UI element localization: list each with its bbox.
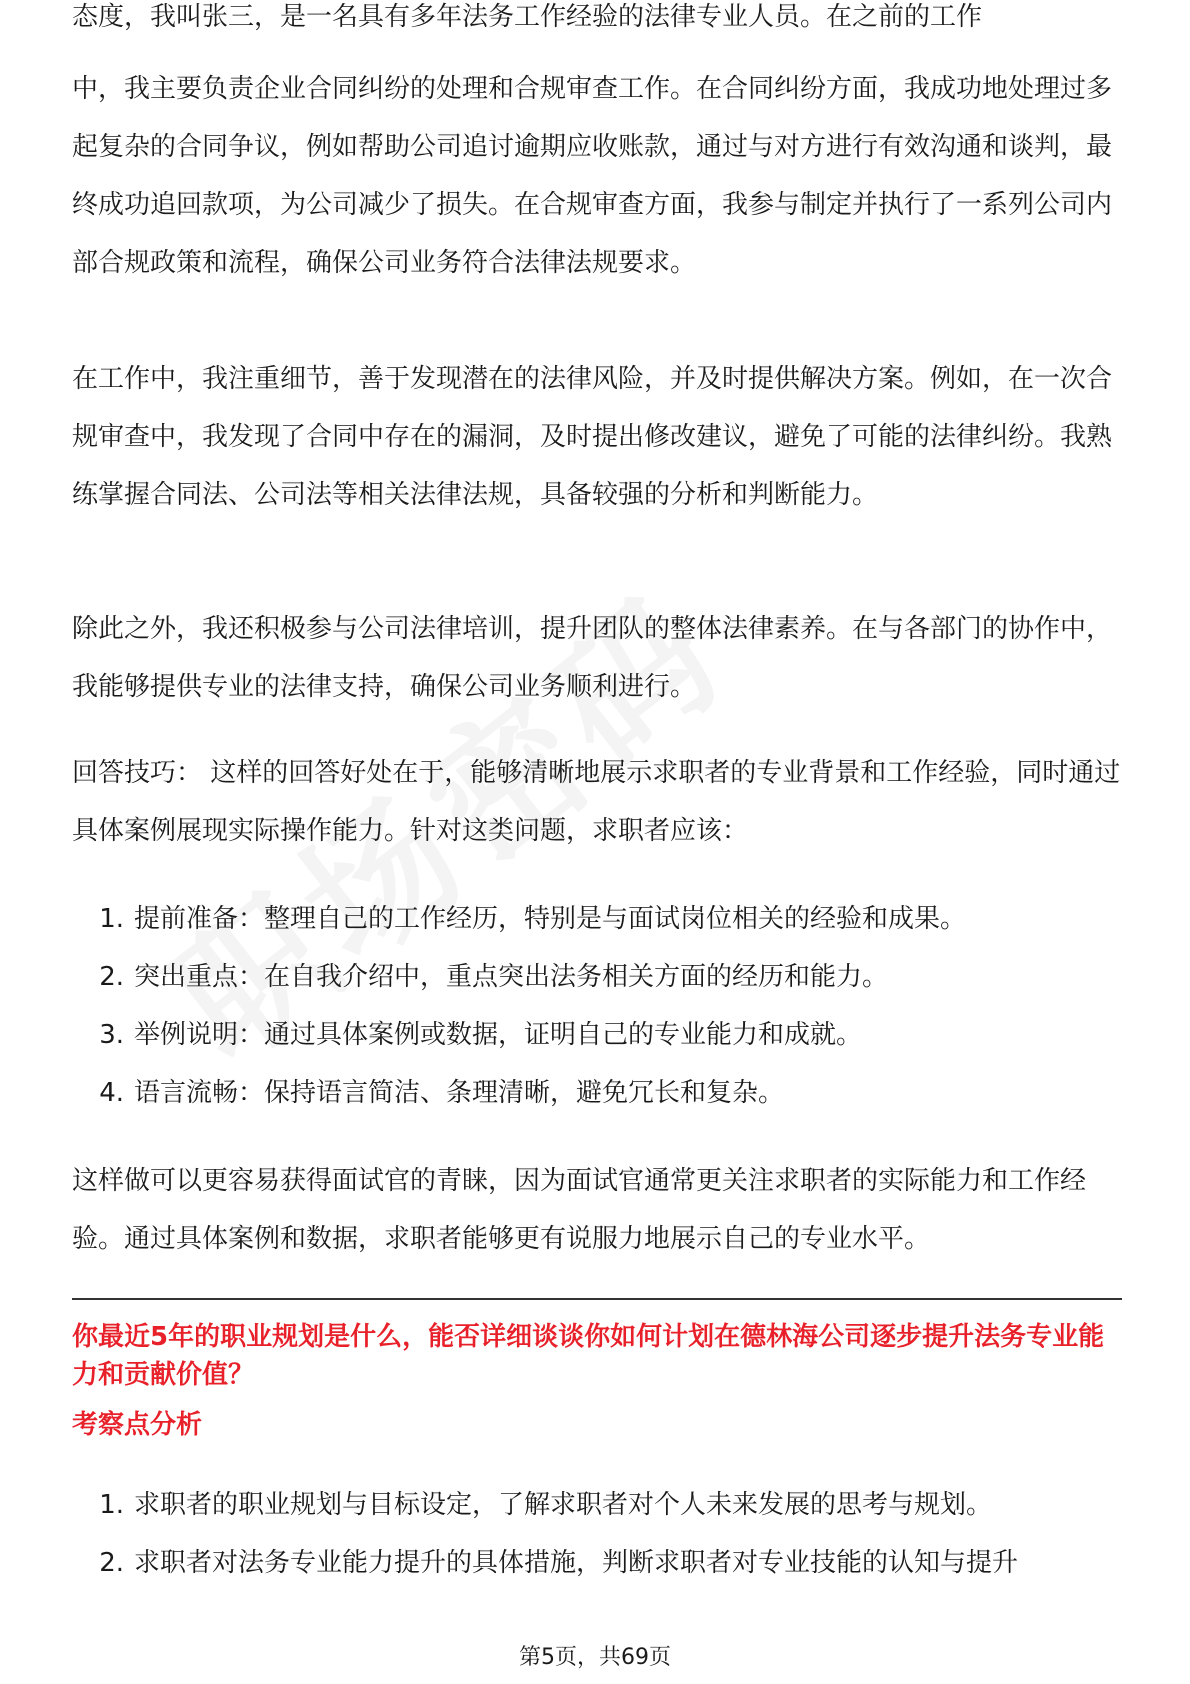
conclusion-paragraph: 这样做可以更容易获得面试官的青睐，因为面试官通常更关注求职者的实际能力和工作经验。通过具体案例和数据，求职者能够更有说服力地展示自己的专业水平。	[72, 1166, 1087, 1254]
paragraph-training: 除此之外，我还积极参与公司法律培训，提升团队的整体法律素养。在与各部门的协作中，我能够提供专业的法律支持，确保公司业务顺利进行。	[72, 614, 1113, 702]
question-heading: 你最近5年的职业规划是什么，能否详细谈谈你如何计划在德林海公司逐步提升法务专业能力和贡献价值？	[72, 1322, 1105, 1390]
analysis-heading: 考察点分析	[72, 1410, 203, 1440]
list-item: 2. 求职者对法务专业能力提升的具体措施，判断求职者对专业技能的认知与提升	[99, 1548, 1019, 1578]
partial-top-line: 态度，我叫张三，是一名具有多年法务工作经验的法律专业人员。在之前的工作	[72, 2, 983, 32]
list-item: 1. 求职者的职业规划与目标设定，了解求职者对个人未来发展的思考与规划。	[99, 1490, 993, 1520]
list-item: 3. 举例说明：通过具体案例或数据，证明自己的专业能力和成就。	[99, 1020, 863, 1050]
list-item: 2. 突出重点：在自我介绍中，重点突出法务相关方面的经历和能力。	[99, 962, 889, 992]
paragraph-experience: 中，我主要负责企业合同纠纷的处理和合规审查工作。在合同纠纷方面，我成功地处理过多起复杂的合同争议，例如帮助公司追讨逾期应收账款，通过与对方进行有效沟通和谈判，最终成功追回款项，为公司减少了损失。在合规审查方面，我参与制定并执行了一系列公司内部合规政策和流程，确保公司业务符合法律法规要求。	[72, 74, 1113, 278]
analysis-points-list	[72, 1476, 1122, 1592]
tips-list	[72, 890, 1122, 1122]
section-divider	[72, 1298, 1122, 1300]
paragraph-detail: 在工作中，我注重细节，善于发现潜在的法律风险，并及时提供解决方案。例如，在一次合规审查中，我发现了合同中存在的漏洞，及时提出修改建议，避免了可能的法律纠纷。我熟练掌握合同法、公司法等相关法律法规，具备较强的分析和判断能力。	[72, 364, 1113, 510]
tips-intro: 回答技巧： 这样的回答好处在于，能够清晰地展示求职者的专业背景和工作经验，同时通过具体案例展现实际操作能力。针对这类问题，求职者应该：	[72, 758, 1121, 846]
list-item: 1. 提前准备：整理自己的工作经历，特别是与面试岗位相关的经验和成果。	[99, 904, 967, 934]
list-item: 4. 语言流畅：保持语言简洁、条理清晰，避免冗长和复杂。	[99, 1078, 785, 1108]
page-number: 第5页，共69页	[519, 1645, 671, 1670]
